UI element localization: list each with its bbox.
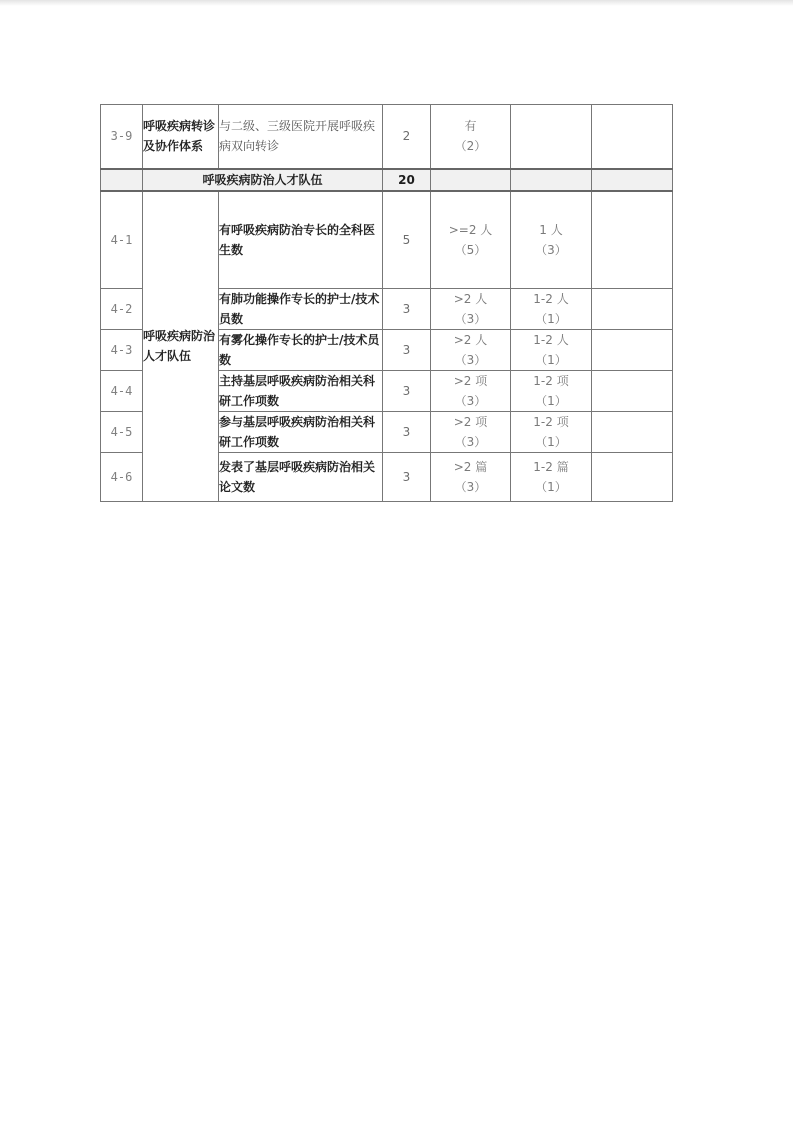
standard-b-value: 1-2 人 — [533, 333, 569, 347]
row-code: 3-9 — [101, 105, 143, 169]
table-row-4-1 — [101, 191, 673, 289]
standard-a-value: >=2 人 — [448, 222, 493, 237]
standard-b-value: 1-2 项 — [533, 415, 569, 429]
standard-b-value: 1-2 人 — [533, 292, 569, 306]
row-code: 4-3 — [101, 330, 143, 371]
row-blank — [592, 289, 673, 330]
row-item: 有呼吸疾病防治专长的全科医生数 — [219, 191, 383, 289]
row-standard-a — [431, 371, 511, 412]
standard-b-value: 1-2 项 — [533, 374, 569, 388]
assessment-table — [100, 104, 673, 502]
row-score: 3 — [383, 371, 431, 412]
row-category: 呼吸疾病转诊及协作体系 — [143, 105, 219, 169]
section-title: 呼吸疾病防治人才队伍 — [143, 169, 383, 191]
row-score: 2 — [383, 105, 431, 169]
standard-a-points: （3） — [454, 394, 487, 408]
standard-a-value: >2 项 — [453, 374, 488, 388]
standard-b-points: （1） — [535, 312, 567, 326]
standard-b-points: （3） — [535, 242, 567, 257]
row-blank — [592, 371, 673, 412]
row-standard-b — [511, 412, 592, 453]
row-item: 参与基层呼吸疾病防治相关科研工作项数 — [219, 412, 383, 453]
row-standard-a — [431, 412, 511, 453]
standard-a-value: 有 — [464, 119, 477, 134]
row-code: 4-1 — [101, 191, 143, 289]
section-blank — [592, 169, 673, 191]
row-score: 3 — [383, 289, 431, 330]
row-standard-a — [431, 191, 511, 289]
section-score: 20 — [383, 169, 431, 191]
standard-a-points: （3） — [454, 435, 487, 449]
group-category: 呼吸疾病防治人才队伍 — [143, 191, 219, 502]
row-code: 4-4 — [101, 371, 143, 412]
row-standard-a — [431, 289, 511, 330]
row-item: 与二级、三级医院开展呼吸疾病双向转诊 — [219, 105, 383, 169]
row-score: 3 — [383, 412, 431, 453]
standard-a-points: （3） — [454, 312, 487, 326]
standard-a-points: （3） — [454, 480, 487, 494]
standard-b-points: （1） — [535, 435, 567, 449]
row-item: 有肺功能操作专长的护士/技术员数 — [219, 289, 383, 330]
section-blank — [431, 169, 511, 191]
row-blank — [592, 412, 673, 453]
row-standard-a — [431, 453, 511, 502]
standard-a-value: >2 人 — [453, 292, 488, 306]
row-standard-b — [511, 289, 592, 330]
standard-b-points: （1） — [535, 480, 567, 494]
standard-b-points: （1） — [535, 353, 567, 367]
standard-a-value: >2 项 — [453, 415, 488, 429]
standard-b-value: 1-2 篇 — [533, 460, 569, 474]
standard-a-points: （5） — [454, 242, 487, 257]
standard-a-value: >2 篇 — [453, 460, 488, 474]
row-standard-b — [511, 371, 592, 412]
row-standard-b — [511, 453, 592, 502]
row-blank — [592, 330, 673, 371]
standard-a-value: >2 人 — [453, 333, 488, 347]
table-row-3-9 — [101, 105, 673, 169]
row-item: 发表了基层呼吸疾病防治相关论文数 — [219, 453, 383, 502]
section-blank — [511, 169, 592, 191]
row-code: 4-6 — [101, 453, 143, 502]
row-code: 4-2 — [101, 289, 143, 330]
row-code: 4-5 — [101, 412, 143, 453]
row-blank — [592, 105, 673, 169]
section-row — [101, 169, 673, 191]
row-item: 有雾化操作专长的护士/技术员数 — [219, 330, 383, 371]
scan-edge — [0, 0, 793, 6]
standard-a-points: （3） — [454, 353, 487, 367]
row-score: 3 — [383, 453, 431, 502]
row-blank — [592, 453, 673, 502]
row-item: 主持基层呼吸疾病防治相关科研工作项数 — [219, 371, 383, 412]
standard-b-points: （1） — [535, 394, 567, 408]
row-standard-a — [431, 105, 511, 169]
standard-a-points: （2） — [454, 139, 487, 154]
row-standard-b — [511, 105, 592, 169]
row-standard-b — [511, 330, 592, 371]
section-code — [101, 169, 143, 191]
row-score: 5 — [383, 191, 431, 289]
row-standard-a — [431, 330, 511, 371]
row-score: 3 — [383, 330, 431, 371]
row-blank — [592, 191, 673, 289]
row-standard-b — [511, 191, 592, 289]
standard-b-value: 1 人 — [539, 222, 563, 237]
